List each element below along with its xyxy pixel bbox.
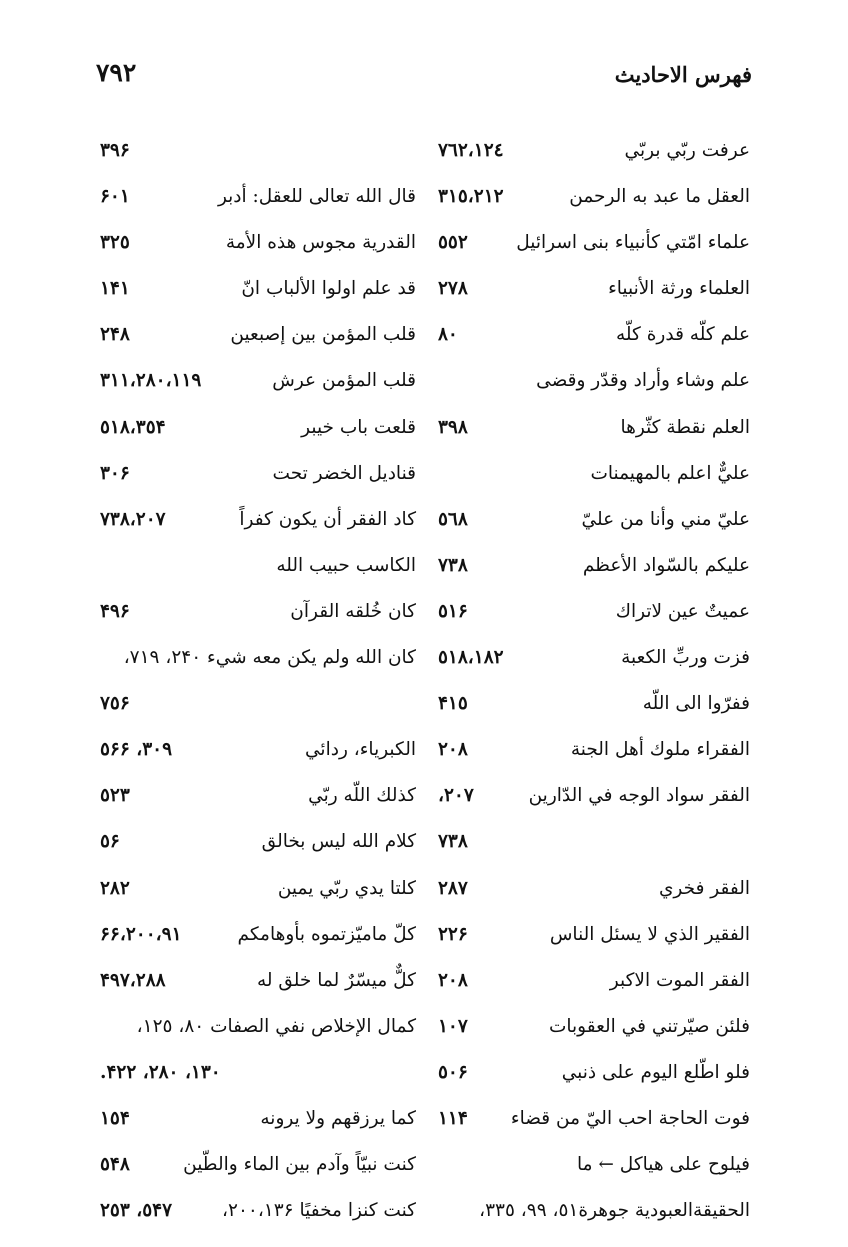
index-entry	[100, 358, 416, 404]
entry-page-numbers: ٥۴٨	[100, 1154, 130, 1176]
entry-page-numbers: ٥٥٢	[438, 232, 468, 254]
entry-page-numbers: ٣١٥،٢١٢	[438, 186, 504, 208]
entry-text: عميتٌ عين لاتراك	[615, 600, 750, 622]
index-entry	[438, 1142, 750, 1188]
index-entry	[100, 1096, 416, 1142]
entry-text: قال الله تعالى للعقل: أدبر	[217, 186, 416, 208]
entry-page-numbers: ٧٣٨	[438, 554, 468, 576]
index-entry	[438, 1004, 750, 1050]
entry-page-numbers: ٣٢٥	[100, 232, 130, 254]
entry-page-numbers: ٢٠٨	[438, 739, 468, 761]
entry-page-numbers: ٧٣٨	[438, 831, 468, 853]
entry-page-numbers: ١۴١	[100, 278, 130, 300]
entry-page-numbers: ٢٢۶	[438, 923, 468, 945]
index-entry	[100, 174, 416, 220]
entry-text: عليٌّ اعلم بالمهيمنات	[590, 462, 750, 484]
index-entry	[100, 1004, 416, 1050]
entry-page-numbers: ٣٩۶	[100, 140, 130, 161]
entry-text: الكبرياء، ردائي	[305, 739, 416, 761]
index-column-left	[100, 128, 416, 1234]
index-entry	[100, 773, 416, 819]
entry-page-numbers: ١٠٧	[438, 1015, 468, 1037]
index-entry	[100, 589, 416, 635]
entry-text: كما يرزقهم ولا يرونه	[260, 1107, 416, 1129]
index-entry	[438, 358, 750, 404]
entry-text: قلب المؤمن عرش	[272, 370, 416, 392]
index-entry	[438, 497, 750, 543]
index-entry	[438, 266, 750, 312]
index-entry	[100, 1142, 416, 1188]
entry-text: كمال الإخلاص نفي الصفات ٨٠، ١٢٥،	[136, 1015, 416, 1037]
entry-page-numbers: ٥٢٣	[100, 785, 130, 807]
index-entry	[100, 497, 416, 543]
entry-text: عرفت ربّي بربّي	[624, 140, 750, 161]
entry-text: قلب المؤمن بين إصبعين	[230, 324, 416, 346]
entry-text: الفقر الموت الاكبر	[609, 969, 750, 991]
entry-text: قد علم اولوا الألباب انّ	[241, 278, 416, 300]
entry-text: الفقر فخري	[658, 877, 750, 899]
entry-page-numbers: ٥٠۶	[438, 1061, 468, 1083]
entry-text: عليّ مني وأنا من عليّ	[581, 508, 750, 530]
index-entry	[100, 819, 416, 865]
entry-text: كلام الله ليس بخالق	[261, 831, 416, 853]
entry-text: كان الله ولم يكن معه شيء ٢۴٠، ٧١٩،	[123, 647, 416, 669]
entry-text: كذلك اللّه ربّي	[308, 785, 416, 807]
entry-text: الحقيقةالعبودية جوهرة٥١، ٩٩، ٣٣٥،	[479, 1200, 750, 1222]
entry-text: علم كلّه قدرة كلّه	[616, 324, 750, 346]
entry-text: الفقر سواد الوجه في الدّارين	[528, 785, 750, 807]
index-entry	[100, 128, 416, 174]
entry-page-numbers: ٥١۶	[438, 600, 468, 622]
entry-text: قلعت باب خيبر	[301, 416, 416, 438]
entry-text: فيلوح على هياكل ← ما	[577, 1154, 750, 1176]
index-entry	[100, 220, 416, 266]
index-entry	[100, 727, 416, 773]
index-entry	[438, 773, 750, 819]
index-entry	[100, 266, 416, 312]
index-entry	[100, 312, 416, 358]
index-entry	[438, 312, 750, 358]
entry-text: علماء امّتي كأنبياء بنى اسرائيل	[516, 232, 750, 254]
index-entry	[100, 1050, 416, 1096]
entry-page-numbers: ١١۴	[438, 1107, 468, 1129]
entry-text: قناديل الخضر تحت	[272, 462, 416, 484]
entry-page-numbers: ٢٧٨	[438, 278, 468, 300]
index-entry	[438, 635, 750, 681]
entry-page-numbers: ٢٨٢	[100, 877, 130, 899]
index-entry	[438, 1096, 750, 1142]
index-entry	[438, 1050, 750, 1096]
entry-page-numbers: ٥١٨،١٨٢	[438, 647, 504, 669]
index-entry	[438, 727, 750, 773]
index-entry	[438, 128, 750, 174]
running-title: فهرس الاحاديث	[614, 62, 752, 87]
index-entry	[438, 681, 750, 727]
entry-text: فلو اطّلع اليوم على ذنبي	[561, 1061, 750, 1083]
index-entry	[438, 543, 750, 589]
index-entry	[100, 405, 416, 451]
page-number: ٧٩٢	[96, 58, 137, 87]
entry-text: كلتا يدي ربّي يمين	[277, 877, 416, 899]
entry-page-numbers: ٢٠٠،٩١،۶۶	[100, 923, 182, 945]
index-entry	[100, 543, 416, 589]
entry-text: الكاسب حبيب الله	[276, 554, 416, 576]
entry-page-numbers: ۴٩٧،٢٨٨	[100, 969, 166, 991]
entry-text: كلّ ماميّزتموه بأوهامكم	[237, 923, 416, 945]
index-entry	[438, 912, 750, 958]
entry-text: عليكم بالسّواد الأعظم	[582, 554, 750, 576]
entry-text: كنت نبيّاً وآدم بين الماء والطّين	[183, 1154, 416, 1176]
entry-page-numbers: ٧٥۶	[100, 693, 130, 715]
index-entry	[100, 958, 416, 1004]
entry-text: فزت وربِّ الكعبة	[621, 647, 750, 669]
entry-text: الفقراء ملوك أهل الجنة	[570, 739, 750, 761]
entry-page-numbers: ٢٠٧،	[438, 785, 474, 807]
entry-page-numbers: ۶٠١	[100, 186, 130, 208]
entry-page-numbers: ۴٩۶	[100, 600, 130, 622]
entry-text: العلماء ورثة الأنبياء	[608, 278, 750, 300]
entry-page-numbers: ٢۴٨	[100, 324, 130, 346]
index-entry	[438, 174, 750, 220]
entry-text: العلم نقطة كثّرها	[620, 416, 750, 438]
index-entry	[438, 589, 750, 635]
entry-text: كان خُلقه القرآن	[290, 600, 416, 622]
entry-text: كنت كنزا مخفيًا ٢٠٠،١٣۶،	[222, 1200, 416, 1222]
entry-page-numbers: ٨٠	[438, 324, 458, 346]
entry-text: فلئن صيّرتني في العقوبات	[548, 1015, 750, 1037]
entry-page-numbers: ٢٨٧	[438, 877, 468, 899]
index-entry	[100, 451, 416, 497]
index-column-right	[438, 128, 750, 1234]
entry-page-numbers: ٧٣٨،٢٠٧	[100, 508, 166, 530]
entry-text: العقل ما عبد به الرحمن	[569, 186, 750, 208]
index-entry	[100, 635, 416, 681]
index-entry	[100, 912, 416, 958]
entry-page-numbers: ٣٩٨	[438, 416, 468, 438]
entry-page-numbers: ٢٠٨	[438, 969, 468, 991]
entry-page-numbers: ٣١١،٢٨٠،١١٩	[100, 370, 202, 392]
index-entry	[438, 220, 750, 266]
entry-page-numbers: ١٣٠، ٢٨٠، ۴٢٢.	[100, 1061, 221, 1083]
entry-text: ففرّوا الى اللّه	[642, 693, 750, 715]
entry-text: القدرية مجوس هذه الأمة	[225, 232, 416, 254]
index-entry	[100, 866, 416, 912]
entry-page-numbers: ٣٠٩، ٥۶۶	[100, 739, 173, 761]
index-entry	[438, 958, 750, 1004]
index-entry	[438, 1188, 750, 1234]
index-entry	[438, 405, 750, 451]
entry-page-numbers: ٧٦٢،١٢٤	[438, 140, 504, 161]
entry-text: علم وشاء وأراد وقدّر وقضى	[536, 370, 750, 392]
index-entry	[438, 866, 750, 912]
entry-page-numbers: ٥٦٨	[438, 508, 468, 530]
entry-text: كلٌّ ميسّرٌ لما خلق له	[256, 969, 416, 991]
entry-text: فوت الحاجة احب اليّ من قضاء	[510, 1107, 750, 1129]
index-entry	[100, 681, 416, 727]
entry-text: كاد الفقر أن يكون كفراً	[239, 508, 416, 530]
entry-page-numbers: ٥۶	[100, 831, 120, 853]
index-entry	[438, 451, 750, 497]
entry-text: الفقير الذي لا يسئل الناس	[549, 923, 750, 945]
entry-page-numbers: ١٥۴	[100, 1107, 130, 1129]
entry-page-numbers: ۴١٥	[438, 693, 468, 715]
index-entry	[100, 1188, 416, 1234]
index-entry	[438, 819, 750, 865]
entry-page-numbers: ٥۴٧، ٢٥٣	[100, 1200, 173, 1222]
entry-page-numbers: ٥١٨،٣٥۴	[100, 416, 166, 438]
entry-page-numbers: ٣٠۶	[100, 462, 130, 484]
